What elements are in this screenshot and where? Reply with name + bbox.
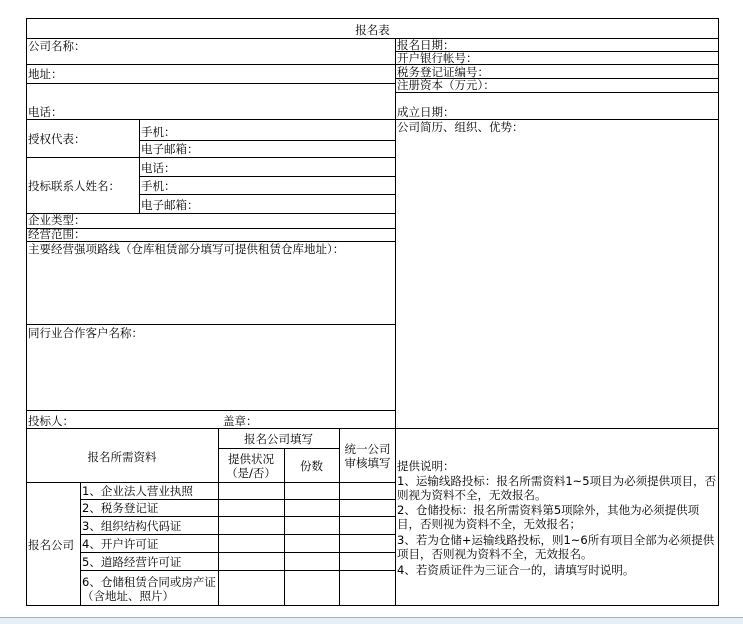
- rep-mobile-label: 手机：: [141, 125, 176, 139]
- line-after-phone: [26, 119, 396, 120]
- line-after-peers: [26, 410, 396, 411]
- title-divider: [26, 38, 719, 39]
- mat-item-4-num: 4、: [82, 537, 101, 551]
- mat-row-line-4: [80, 552, 396, 553]
- mat-row-line-5: [80, 570, 396, 571]
- line-after-rep: [26, 157, 396, 158]
- outer-left-border: [26, 18, 27, 606]
- mat-header-fill: 报名公司填写: [244, 432, 313, 446]
- mat-group-label: 报名公司: [28, 538, 74, 552]
- mat-header-required: 报名所需资料: [87, 450, 157, 464]
- mat-item-3-num: 3、: [82, 519, 101, 533]
- profile-label: 公司简历、组织、优势：: [397, 120, 524, 134]
- authorized-rep-label: 授权代表：: [28, 132, 86, 146]
- mat-item-6-num: 6、: [82, 575, 101, 589]
- mat-item-5-num: 5、: [82, 555, 101, 569]
- peer-clients-label: 同行业合作客户名称：: [28, 326, 143, 340]
- mat-subheader-line: [218, 448, 339, 449]
- mat-item-4-text: 开户许可证: [100, 537, 159, 551]
- line-contact-mobile: [139, 194, 396, 195]
- line-after-address: [26, 83, 396, 84]
- mat-item-1-num: 1、: [82, 484, 101, 498]
- main-routes-label: 主要经营强项路线（仓库租赁部分填写可提供租赁仓库地址）：: [28, 242, 345, 256]
- mat-item-5-text: 道路经营许可证: [100, 555, 182, 569]
- mat-header-copies: 份数: [300, 459, 323, 473]
- sheet-tab-bar: [0, 617, 743, 624]
- mat-item-1: [82, 485, 193, 498]
- mat-item-5: [82, 556, 181, 569]
- mat-header-provide-status-2: （是/否）: [226, 466, 276, 480]
- note-line-1: 1、运输线路投标：报名所需资料1~5项目为必须提供项目，否则视为资料不全，无效报名。: [397, 474, 717, 502]
- founded-label: 成立日期：: [397, 105, 455, 119]
- outer-bottom-border: [26, 605, 719, 606]
- line-after-company: [26, 64, 396, 65]
- contact-tel-label: 电话：: [141, 161, 176, 175]
- bank-account-label: 开户银行帐号：: [397, 51, 478, 65]
- company-name-label: 公司名称：: [28, 39, 86, 53]
- mat-header-review-2: 审核填写: [344, 456, 391, 470]
- business-scope-label: 经营范围：: [28, 227, 86, 241]
- mat-row-line-2: [80, 516, 396, 517]
- mat-group-divider: [80, 482, 81, 606]
- bidder-label: 投标人：: [28, 414, 74, 428]
- tax-no-label: 税务登记证编号：: [397, 65, 489, 79]
- line-after-routes: [26, 324, 396, 325]
- note-line-3: 3、若为仓储+运输线路投标，则1~6所有项目全部为必须提供项目，否则视为资料不全，无效报名。: [397, 533, 715, 561]
- contact-email-label: 电子邮箱：: [141, 198, 199, 212]
- mat-item-2-text: 税务登记证: [100, 501, 159, 515]
- line-contact-tel: [139, 176, 396, 177]
- line-after-bidder: [26, 428, 719, 429]
- seal-label: 盖章：: [223, 414, 258, 428]
- notes-title: 提供说明：: [397, 459, 455, 473]
- mat-item-4: [82, 538, 158, 551]
- phone-label: 电话：: [28, 105, 63, 119]
- main-column-divider: [395, 38, 396, 606]
- line-after-capital: [395, 92, 719, 93]
- mat-item-6: [82, 575, 217, 603]
- reg-capital-label: 注册资本（万元）：: [397, 78, 495, 92]
- mat-item-3-text: 组织结构代码证: [100, 519, 182, 533]
- outer-top-border: [26, 18, 719, 19]
- mat-item-2-num: 2、: [82, 501, 101, 515]
- address-label: 地址：: [28, 67, 63, 81]
- mat-row-line-3: [80, 534, 396, 535]
- reg-date-label: 报名日期：: [397, 38, 455, 52]
- contact-mobile-label: 手机：: [141, 179, 176, 193]
- note-line-2: 2、仓储投标：报名所需资料第5项除外，其他为必须提供项目，否则视为资料不全，无效报名；: [397, 503, 700, 531]
- mat-row-line-1: [80, 499, 396, 500]
- bid-contact-label: 投标联系人姓名：: [28, 179, 120, 193]
- line-rep-mobile: [139, 140, 396, 141]
- mat-header-provide-status-1: 提供状况: [228, 452, 274, 466]
- enterprise-type-label: 企业类型：: [28, 213, 86, 227]
- mat-header-review-1: 统一公司: [344, 442, 391, 456]
- note-line-4: 4、若资质证件为三证合一的，请填写时说明。: [397, 563, 635, 577]
- rep-email-label: 电子邮箱：: [141, 142, 199, 156]
- sheet-tab-bar-edge: [0, 617, 743, 618]
- form-title: 报名表: [355, 23, 390, 37]
- mat-item-3: [82, 520, 181, 533]
- contact-label-divider: [139, 119, 140, 214]
- mat-header-bottom: [26, 482, 396, 483]
- mat-item-1-text: 企业法人营业执照: [100, 484, 193, 498]
- outer-right-border: [718, 18, 719, 606]
- mat-item-2: [82, 502, 158, 515]
- mat-item-6-text: 仓储租赁合同或房产证（含地址、照片）: [82, 575, 216, 603]
